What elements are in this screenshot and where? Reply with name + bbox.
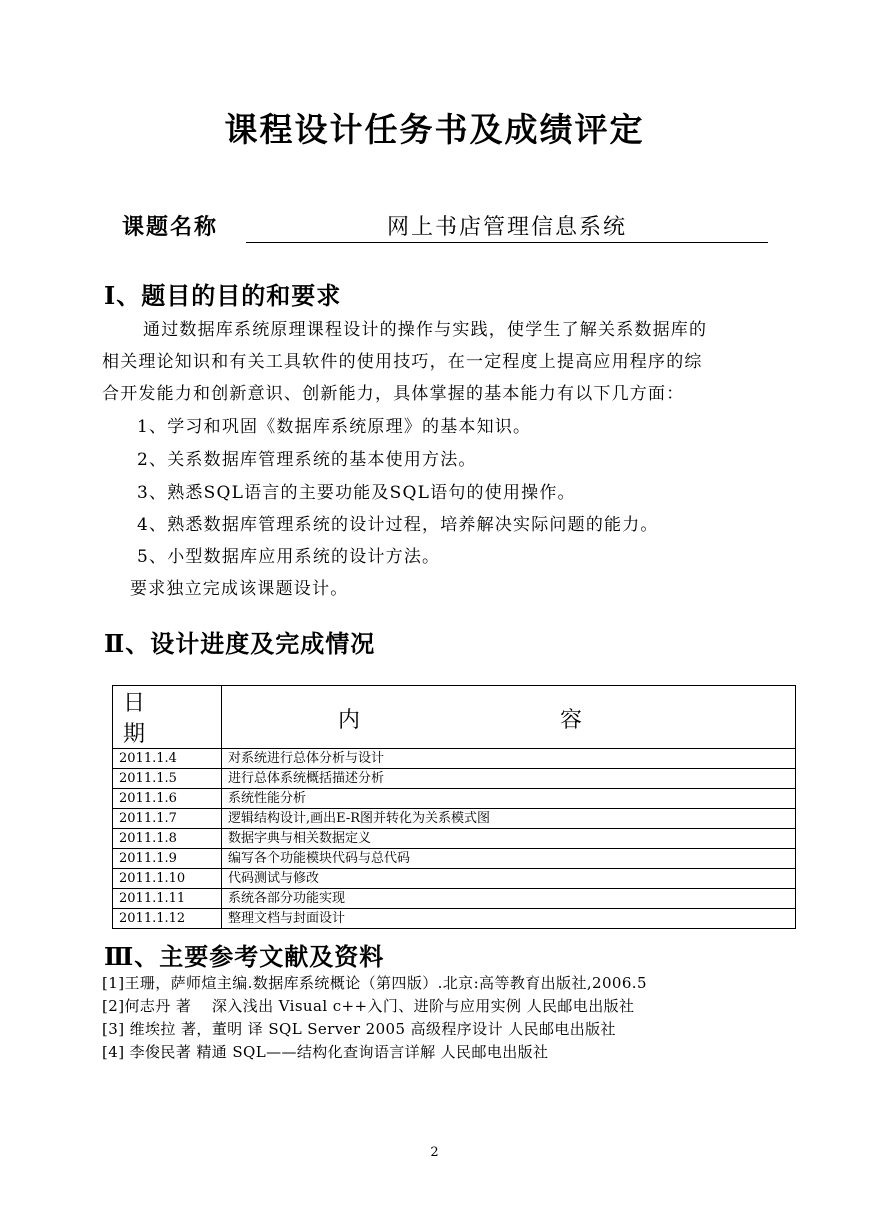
row-content: 逻辑结构设计,画出E-R图并转化为关系模式图 — [222, 809, 796, 829]
section-heading-schedule: Ⅱ、设计进度及完成情况 — [104, 629, 376, 658]
topic-label: 课题名称 — [122, 214, 219, 240]
row-content: 编写各个功能模块代码与总代码 — [222, 849, 796, 869]
requirement-note: 要求独立完成该课题设计。 — [130, 579, 349, 599]
row-content: 代码测试与修改 — [222, 869, 796, 889]
reference-item-3: [3] 维埃拉 著，董明 译 SQL Server 2005 高级程序设计 人民邮电出版社 — [102, 1020, 616, 1038]
page-number: 2 — [430, 1145, 439, 1160]
row-date: 2011.1.6 — [113, 789, 222, 809]
table-row — [113, 909, 796, 929]
section-heading-purpose: Ⅰ、题目的目的和要求 — [104, 281, 342, 310]
header-content-char-2: 容 — [560, 708, 583, 733]
requirement-item-2: 2、关系数据库管理系统的基本使用方法。 — [137, 450, 477, 470]
table-row — [113, 869, 796, 889]
row-content: 进行总体系统概括描述分析 — [222, 769, 796, 789]
requirement-item-5: 5、小型数据库应用系统的设计方法。 — [137, 547, 441, 567]
reference-item-4: [4] 李俊民著 精通 SQL——结构化查询语言详解 人民邮电出版社 — [102, 1043, 549, 1061]
row-date: 2011.1.8 — [113, 829, 222, 849]
schedule-header-row — [113, 686, 796, 749]
table-row — [113, 829, 796, 849]
row-content: 系统各部分功能实现 — [222, 889, 796, 909]
header-date: 日期 — [113, 686, 222, 749]
table-row — [113, 769, 796, 789]
row-date: 2011.1.11 — [113, 889, 222, 909]
row-date: 2011.1.12 — [113, 909, 222, 929]
table-row — [113, 889, 796, 909]
reference-item-2: [2]何志丹 著 深入浅出 Visual c++入门、进阶与应用实例 人民邮电出版社 — [102, 997, 635, 1015]
table-row — [113, 789, 796, 809]
table-row — [113, 809, 796, 829]
table-row — [113, 749, 796, 769]
requirement-item-3: 3、熟悉SQL语言的主要功能及SQL语句的使用操作。 — [137, 483, 576, 503]
intro-line-1: 通过数据库系统原理课程设计的操作与实践，使学生了解关系数据库的 — [143, 320, 708, 340]
section-heading-references: Ⅲ、主要参考文献及资料 — [104, 942, 385, 971]
table-row — [113, 849, 796, 869]
row-date: 2011.1.5 — [113, 769, 222, 789]
row-date: 2011.1.10 — [113, 869, 222, 889]
row-date: 2011.1.7 — [113, 809, 222, 829]
requirement-item-4: 4、熟悉数据库管理系统的设计过程，培养解决实际问题的能力。 — [137, 515, 659, 535]
schedule-table — [112, 685, 796, 929]
reference-item-1: [1]王珊，萨师煊主编.数据库系统概论（第四版）.北京:高等教育出版社,2006.5 — [102, 974, 647, 992]
intro-line-3: 合开发能力和创新意识、创新能力，具体掌握的基本能力有以下几方面： — [102, 384, 685, 404]
intro-line-2: 相关理论知识和有关工具软件的使用技巧，在一定程度上提高应用程序的综 — [102, 352, 703, 372]
row-content: 系统性能分析 — [222, 789, 796, 809]
row-content: 数据字典与相关数据定义 — [222, 829, 796, 849]
row-content: 对系统进行总体分析与设计 — [222, 749, 796, 769]
header-content-char-1: 内 — [338, 708, 361, 733]
topic-underline — [246, 242, 768, 243]
requirement-item-1: 1、学习和巩固《数据库系统原理》的基本知识。 — [137, 417, 532, 437]
row-date: 2011.1.4 — [113, 749, 222, 769]
row-date: 2011.1.9 — [113, 849, 222, 869]
page-title: 课程设计任务书及成绩评定 — [224, 110, 645, 149]
header-content — [222, 686, 796, 749]
topic-value: 网上书店管理信息系统 — [386, 215, 627, 240]
row-content: 整理文档与封面设计 — [222, 909, 796, 929]
